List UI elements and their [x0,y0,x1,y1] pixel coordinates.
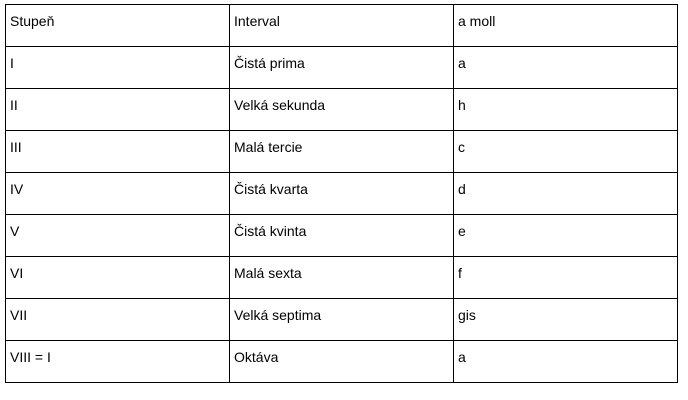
note-value: a [458,55,466,71]
note-value: e [458,223,466,239]
table-row [6,89,678,131]
interval-cell [230,341,454,383]
note-cell [454,215,678,257]
interval-cell [230,131,454,173]
interval-value: Malá sexta [234,265,302,281]
interval-cell [230,257,454,299]
interval-value: Čistá prima [234,55,305,71]
note-cell [454,341,678,383]
note-cell [454,131,678,173]
header-interval: Interval [234,13,280,29]
note-cell [454,299,678,341]
degree-value: V [10,223,20,239]
degree-cell [6,47,230,89]
interval-value: Čistá kvarta [234,181,308,197]
interval-value: Malá tercie [234,139,303,155]
degree-value: III [10,139,22,155]
degree-value: I [10,55,14,71]
table-row [6,215,678,257]
degree-value: II [10,97,18,113]
degree-value: VII [10,307,28,323]
note-value: f [458,265,462,281]
scale-intervals-table [5,4,678,383]
header-cell-interval [230,5,454,47]
table-row [6,299,678,341]
header-degree: Stupeň [10,13,55,29]
degree-value: VIII = I [10,349,51,365]
interval-cell [230,173,454,215]
table-row [6,341,678,383]
note-cell [454,47,678,89]
header-cell-degree [6,5,230,47]
table-row [6,131,678,173]
table-row [6,47,678,89]
degree-cell [6,131,230,173]
note-cell [454,173,678,215]
note-value: gis [458,307,476,323]
degree-value: VI [10,265,24,281]
note-value: c [458,139,465,155]
degree-value: IV [10,181,24,197]
note-cell [454,89,678,131]
interval-cell [230,299,454,341]
note-value: a [458,349,466,365]
interval-value: Velká sekunda [234,97,326,113]
header-a-minor: a moll [458,13,496,29]
interval-cell [230,47,454,89]
degree-cell [6,89,230,131]
note-value: d [458,181,466,197]
table-header-row [6,5,678,47]
degree-cell [6,215,230,257]
interval-value: Velká septima [234,307,322,323]
degree-cell [6,257,230,299]
interval-value: Oktáva [234,349,279,365]
header-cell-a-minor [454,5,678,47]
table-row [6,173,678,215]
degree-cell [6,173,230,215]
note-cell [454,257,678,299]
note-value: h [458,97,466,113]
table-row [6,257,678,299]
degree-cell [6,341,230,383]
interval-cell [230,89,454,131]
degree-cell [6,299,230,341]
interval-cell [230,215,454,257]
interval-value: Čistá kvinta [234,223,307,239]
